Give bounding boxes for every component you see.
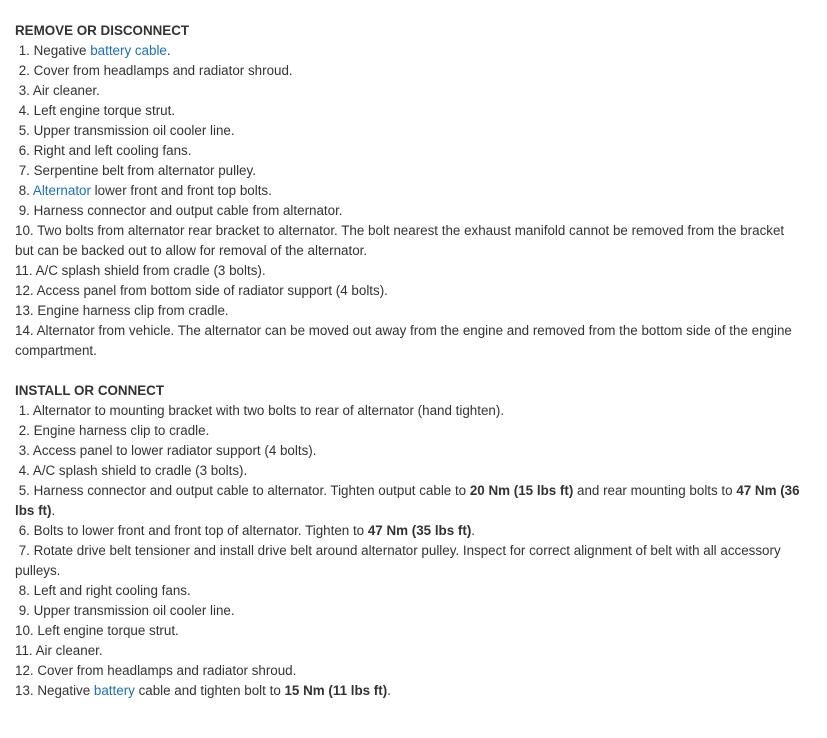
remove-step-13: 13. Engine harness clip from cradle. [15, 303, 229, 318]
torque-value: 20 Nm (15 lbs ft) [469, 483, 574, 498]
install-step-3: 3. Access panel to lower radiator support (4 bolts). [18, 443, 317, 458]
remove-step-1: 1. Negative battery cable. [18, 43, 171, 58]
install-step-13: 13. Negative battery cable and tighten bolt to 15 Nm (11 lbs ft). [15, 683, 391, 698]
alternator-link[interactable]: Alternator [32, 183, 91, 198]
install-step-11: 11. Air cleaner. [15, 643, 103, 658]
remove-step-3: 3. Air cleaner. [18, 83, 100, 98]
install-step-9: 9. Upper transmission oil cooler line. [18, 603, 235, 618]
install-step-6: 6. Bolts to lower front and front top of alternator. Tighten to 47 Nm (35 lbs ft). [18, 523, 476, 538]
torque-value: 47 Nm (36 lbs ft) [15, 483, 800, 518]
remove-step-9: 9. Harness connector and output cable from alternator. [18, 203, 343, 218]
install-step-2: 2. Engine harness clip to cradle. [18, 423, 210, 438]
install-heading: INSTALL OR CONNECT [15, 383, 165, 398]
remove-step-14: 14. Alternator from vehicle. The alternator can be moved out away from the engine and removed from the bottom side of the engine compartment. [15, 323, 792, 358]
remove-step-2: 2. Cover from headlamps and radiator shroud. [18, 63, 293, 78]
remove-step-5: 5. Upper transmission oil cooler line. [18, 123, 235, 138]
install-step-1: 1. Alternator to mounting bracket with two bolts to rear of alternator (hand tighten). [18, 403, 505, 418]
section-spacer [15, 361, 805, 381]
remove-step-4: 4. Left engine torque strut. [18, 103, 176, 118]
remove-step-8: 8. Alternator lower front and front top bolts. [18, 183, 272, 198]
remove-section [15, 21, 805, 361]
battery-link[interactable]: battery [93, 683, 135, 698]
install-step-12: 12. Cover from headlamps and radiator shroud. [15, 663, 297, 678]
install-step-5: 5. Harness connector and output cable to alternator. Tighten output cable to 20 Nm (15 lbs ft) and rear mounting bolts to 47 Nm (36 lbs ft). [15, 483, 800, 518]
remove-heading: REMOVE OR DISCONNECT [15, 23, 190, 38]
install-step-4: 4. A/C splash shield to cradle (3 bolts). [18, 463, 248, 478]
remove-step-10: 10. Two bolts from alternator rear bracket to alternator. The bolt nearest the exhaust manifold cannot be removed from the bracket but can be backed out to allow for removal of the alternator. [15, 223, 785, 258]
torque-value: 15 Nm (11 lbs ft) [284, 683, 388, 698]
remove-step-11: 11. A/C splash shield from cradle (3 bolts). [15, 263, 266, 278]
remove-step-6: 6. Right and left cooling fans. [18, 143, 192, 158]
install-step-7: 7. Rotate drive belt tensioner and install drive belt around alternator pulley. Inspect for correct alignment of belt with all accessory pulleys. [15, 543, 781, 578]
install-step-8: 8. Left and right cooling fans. [18, 583, 191, 598]
remove-step-7: 7. Serpentine belt from alternator pulley. [18, 163, 256, 178]
install-step-10: 10. Left engine torque strut. [15, 623, 179, 638]
battery-cable-link[interactable]: battery cable [90, 43, 167, 58]
torque-value: 47 Nm (35 lbs ft) [367, 523, 472, 538]
remove-step-12: 12. Access panel from bottom side of radiator support (4 bolts). [15, 283, 388, 298]
install-section [15, 381, 805, 701]
